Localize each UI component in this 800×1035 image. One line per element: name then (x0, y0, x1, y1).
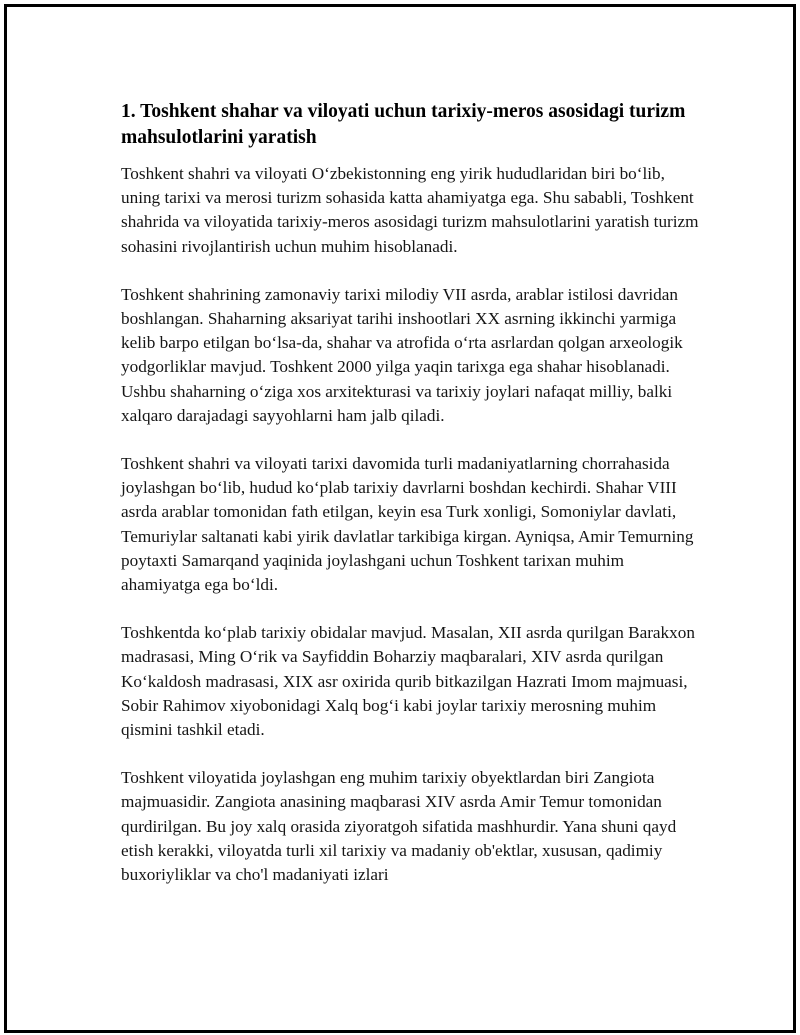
paragraph-3: Toshkent shahri va viloyati tarixi davomida turli madaniyatlarning chorrahasida joylashgan bo‘lib, hudud ko‘plab tarixiy davrlarni boshdan kechirdi. Shahar VIII asrda arablar tomonidan fath etilgan, keyin esa Turk xonligi, Somoniylar davlati, Temuriylar saltanati kabi yirik davlatlar tarkibiga kirgan. Ayniqsa, Amir Temurning poytaxti Samarqand yaqinida joylashgani uchun Toshkent tarixan muhim ahamiyatga ega bo‘ldi. (121, 454, 694, 595)
paragraph-2: Toshkent shahrining zamonaviy tarixi milodiy VII asrda, arablar istilosi davridan boshlangan. Shaharning aksariyat tarihi inshootlari XX asrning ikkinchi yarmiga kelib barpo etilgan bo‘lsa-da, shahar va atrofida o‘rta asrlardan qolgan arxeologik yodgorliklar mavjud. Toshkent 2000 yilga yaqin tarixga ega shahar hisoblanadi. Ushbu shaharning o‘ziga xos arxitekturasi va tarixiy joylari nafaqat milliy, balki xalqaro darajadagi sayyohlarni ham jalb qiladi. (121, 284, 683, 425)
document-body (121, 99, 701, 911)
paragraph-4: Toshkentda ko‘plab tarixiy obidalar mavjud. Masalan, XII asrda qurilgan Barakxon madrasasi, Ming O‘rik va Sayfiddin Boharziy maqbaralari, XIV asrda qurilgan Ko‘kaldosh madrasasi, XIX asr oxirida qurib bitkazilgan Hazrati Imom majmuasi, Sobir Rahimov xiyobonidagi Xalq bog‘i kabi joylar tarixiy merosning muhim qismini tashkil etadi. (121, 623, 695, 740)
section-heading: 1. Toshkent shahar va viloyati uchun tarixiy-meros asosidagi turizm mahsulotlarini yaratish (121, 101, 686, 148)
paragraph-1: Toshkent shahri va viloyati O‘zbekistonning eng yirik hududlaridan biri bo‘lib, uning tarixi va merosi turizm sohasida katta ahamiyatga ega. Shu sababli, Toshkent shahrida va viloyatida tarixiy-meros asosidagi turizm mahsulotlarini yaratish turizm sohasini rivojlantirish uchun muhim hisoblanadi. (121, 164, 699, 256)
paragraph-5: Toshkent viloyatida joylashgan eng muhim tarixiy obyektlardan biri Zangiota majmuasidir. Zangiota anasining maqbarasi XIV asrda Amir Temur tomonidan qurdirilgan. Bu joy xalq orasida ziyoratgoh sifatida mashhurdir. Yana shuni qayd etish kerakki, viloyatda turli xil tarixiy va madaniy ob'ektlar, xususan, qadimiy buxoriyliklar va cho'l madaniyati izlari (121, 768, 677, 885)
page-frame (4, 4, 796, 1033)
